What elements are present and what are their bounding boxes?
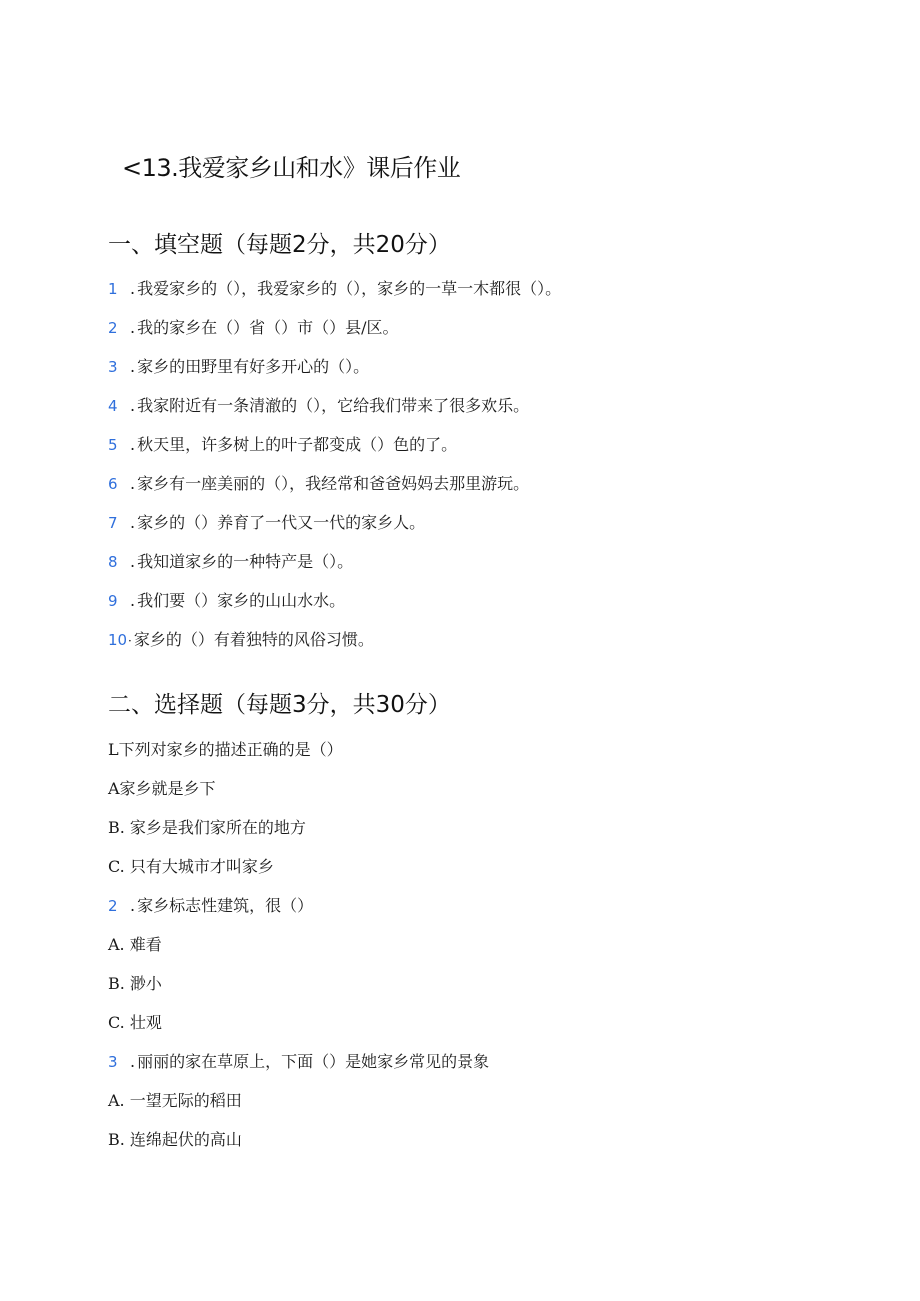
answer-option: A家乡就是乡下 xyxy=(108,779,216,798)
number-separator: . xyxy=(130,474,136,493)
question-number: 9 xyxy=(108,592,118,610)
question-text: 我家附近有一条清澈的（），它给我们带来了很多欢乐。 xyxy=(137,396,530,415)
question-item xyxy=(108,893,313,916)
number-separator: · xyxy=(128,634,132,648)
question-number: 5 xyxy=(108,436,118,454)
question-text: L下列对家乡的描述正确的是（） xyxy=(108,740,343,759)
section-heading-fill-in: 一、填空题（每题2分，共20分） xyxy=(108,232,451,258)
question-item xyxy=(108,588,345,611)
answer-option: A. 难看 xyxy=(108,935,162,954)
number-separator: . xyxy=(130,396,136,415)
question-number: 3 xyxy=(108,1053,118,1071)
question-item xyxy=(108,432,457,455)
question-number: 3 xyxy=(108,358,118,376)
question-text: 家乡标志性建筑，很（） xyxy=(137,896,314,915)
question-item xyxy=(108,510,425,533)
question-text: 我的家乡在（）省（）市（）县/区。 xyxy=(137,318,399,337)
question-number: 7 xyxy=(108,514,118,532)
question-text: 我们要（）家乡的山山水水。 xyxy=(137,591,346,610)
answer-option: C. 壮观 xyxy=(108,1013,162,1032)
question-number: 10 xyxy=(108,631,128,649)
number-separator: . xyxy=(130,513,136,532)
question-item xyxy=(108,1049,489,1072)
question-number: 2 xyxy=(108,897,118,915)
question-item xyxy=(108,393,529,416)
number-separator: . xyxy=(130,279,136,298)
question-item xyxy=(108,354,369,377)
question-number: 1 xyxy=(108,280,118,298)
question-text: 我知道家乡的一种特产是（）。 xyxy=(137,552,354,571)
number-separator: . xyxy=(130,357,136,376)
answer-option: B. 连绵起伏的高山 xyxy=(108,1130,242,1149)
question-item xyxy=(108,276,561,299)
question-number: 4 xyxy=(108,397,118,415)
question-item xyxy=(108,315,399,338)
question-text: 家乡的（）有着独特的风俗习惯。 xyxy=(133,630,374,649)
answer-option: B. 家乡是我们家所在的地方 xyxy=(108,818,306,837)
page-title: <13.我爱家乡山和水》课后作业 xyxy=(122,154,461,182)
question-item xyxy=(108,627,374,650)
number-separator: . xyxy=(130,435,136,454)
number-separator: . xyxy=(130,591,136,610)
answer-option: B. 渺小 xyxy=(108,974,162,993)
question-number: 2 xyxy=(108,319,118,337)
question-item xyxy=(108,549,353,572)
question-text: 家乡有一座美丽的（），我经常和爸爸妈妈去那里游玩。 xyxy=(137,474,530,493)
question-number: 6 xyxy=(108,475,118,493)
answer-option: C. 只有大城市才叫家乡 xyxy=(108,857,274,876)
question-text: 秋天里，许多树上的叶子都变成（）色的了。 xyxy=(137,435,458,454)
number-separator: . xyxy=(130,1052,136,1071)
question-item xyxy=(108,471,529,494)
answer-option: A. 一望无际的稻田 xyxy=(108,1091,242,1110)
question-text: 家乡的田野里有好多开心的（）。 xyxy=(137,357,370,376)
number-separator: . xyxy=(130,318,136,337)
question-number: 8 xyxy=(108,553,118,571)
question-text: 家乡的（）养育了一代又一代的家乡人。 xyxy=(137,513,426,532)
question-text: 我爱家乡的（），我爱家乡的（），家乡的一草一木都很（）。 xyxy=(137,279,562,298)
number-separator: . xyxy=(130,552,136,571)
section-heading-multiple-choice: 二、选择题（每题3分，共30分） xyxy=(108,692,451,718)
question-text: 丽丽的家在草原上，下面（）是她家乡常见的景象 xyxy=(137,1052,490,1071)
number-separator: . xyxy=(130,896,136,915)
